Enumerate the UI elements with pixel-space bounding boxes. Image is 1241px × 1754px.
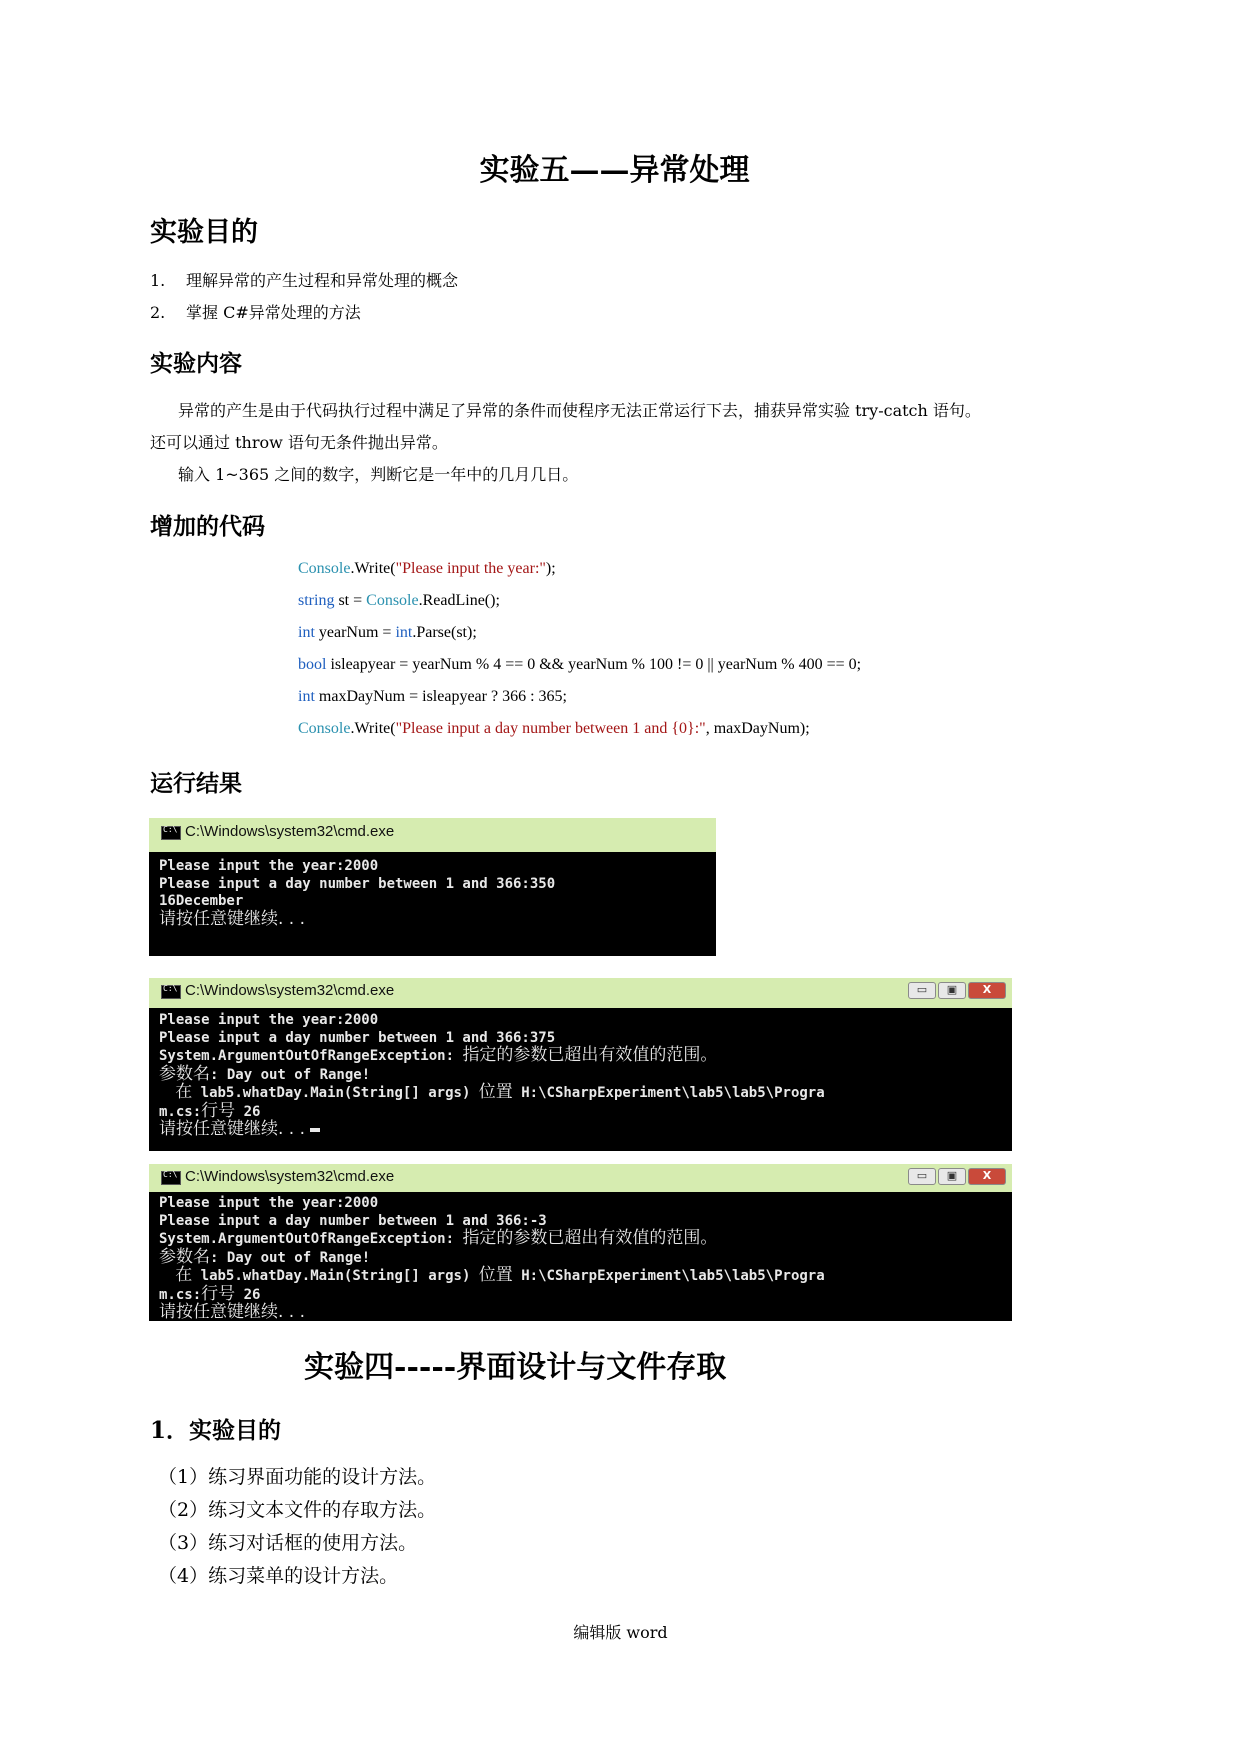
code-string: "Please input the year:" — [395, 560, 546, 577]
purpose-item-1-text: 理解异常的产生过程和异常处理的概念 — [186, 271, 459, 290]
lab4-item-4: （4）练习菜单的设计方法。 — [158, 1565, 399, 1587]
console-title: C:\Windows\system32\cmd.exe — [185, 823, 395, 840]
footer-text: 编辑版 word — [573, 1623, 668, 1642]
console-line: 请按任意键继续. . . — [159, 1302, 306, 1321]
code-token: isleapyear = yearNum % 4 == 0 && yearNum % 100 != 0 || yearNum % 400 == 0; — [326, 656, 862, 673]
console-text: 26 — [235, 1286, 261, 1303]
text-cursor — [310, 1128, 320, 1132]
console-text: lab5.whatDay.Main(String[] args) — [192, 1268, 479, 1284]
code-keyword: bool — [298, 656, 327, 673]
console-line — [159, 1084, 1008, 1103]
content-para2: 输入 1~365 之间的数字，判断它是一年中的几月几日。 — [178, 465, 579, 484]
console-text: 指定的参数已超出有效值的范围。 — [462, 1045, 718, 1065]
console-text: : Day out of Range! — [210, 1066, 371, 1083]
console-line — [159, 1063, 1008, 1085]
code-token: ); — [545, 560, 556, 577]
lab4-item-3: （3）练习对话框的使用方法。 — [158, 1532, 418, 1554]
console-text: m.cs: — [159, 1103, 202, 1120]
cmd-icon — [161, 985, 181, 999]
purpose-item-1 — [150, 268, 458, 291]
console-line: Please input the year:2000 — [159, 1012, 379, 1028]
code-token: Console — [298, 560, 351, 577]
purpose-item-2 — [150, 300, 361, 323]
console-text: 行号 — [201, 1100, 236, 1121]
console-title: C:\Windows\system32\cmd.exe — [185, 1168, 395, 1185]
page-title — [0, 145, 1241, 189]
console-text: H:\CSharpExperiment\lab5\lab5\Progra — [512, 1085, 825, 1101]
console-title: C:\Windows\system32\cmd.exe — [185, 982, 395, 999]
window-controls — [906, 1168, 1006, 1185]
maximize-button[interactable]: ▣ — [938, 982, 966, 999]
code-token: maxDayNum = isleapyear ? 366 : 365; — [314, 688, 567, 705]
console-text: 在 — [159, 1082, 193, 1102]
cmd-icon — [161, 1171, 181, 1185]
code-token: st = — [334, 592, 367, 609]
console-text: System.ArgumentOutOfRangeException: — [159, 1048, 463, 1064]
code-token: .ReadLine(); — [418, 592, 500, 609]
code-token: Console — [298, 720, 351, 737]
console-titlebar — [149, 978, 1012, 1008]
code-line-6 — [298, 720, 810, 738]
code-token: yearNum = — [314, 624, 396, 641]
console-line: Please input a day number between 1 and 366:-3 — [159, 1212, 547, 1229]
console-text: 参数名 — [159, 1246, 210, 1267]
console-text: : Day out of Range! — [210, 1249, 371, 1266]
code-keyword: int — [298, 624, 315, 641]
purpose-item-1-num: 1. — [150, 271, 166, 290]
console-text: 位置 — [478, 1082, 513, 1102]
console-window-3 — [149, 1164, 1012, 1321]
console-output — [159, 1195, 1008, 1321]
lab4-title: 实验四-----界面设计与文件存取 — [304, 1350, 727, 1385]
console-titlebar — [149, 818, 716, 852]
minimize-button[interactable]: ▭ — [908, 982, 936, 999]
code-token: .Parse(st); — [412, 624, 477, 641]
code-keyword: int — [395, 624, 413, 641]
purpose-item-2-text: 掌握 C#异常处理的方法 — [186, 303, 361, 322]
code-keyword: string — [298, 592, 335, 609]
page-title-text: 实验五——异常处理 — [479, 153, 750, 188]
console-line: 16December — [159, 893, 244, 909]
code-line-4 — [298, 656, 861, 674]
maximize-button[interactable]: ▣ — [938, 1168, 966, 1185]
console-text: 请按任意键继续. . . — [159, 1119, 311, 1139]
console-line — [159, 1047, 1008, 1066]
console-output — [159, 1012, 1008, 1140]
code-token: .Write( — [350, 560, 396, 577]
code-line-2 — [298, 592, 500, 610]
cmd-icon — [161, 826, 181, 840]
console-text: 位置 — [478, 1265, 513, 1285]
console-text: 26 — [235, 1103, 261, 1120]
console-titlebar — [149, 1164, 1012, 1192]
lab4-item-2: （2）练习文本文件的存取方法。 — [158, 1499, 437, 1521]
console-window-2 — [149, 978, 1012, 1151]
purpose-heading: 实验目的 — [150, 217, 258, 248]
close-button[interactable]: X — [968, 982, 1006, 999]
console-text: System.ArgumentOutOfRangeException: — [159, 1231, 463, 1247]
code-token: , maxDayNum); — [705, 720, 810, 737]
console-text: 在 — [159, 1265, 193, 1285]
window-controls — [906, 982, 1006, 999]
console-output — [159, 858, 712, 928]
console-text: lab5.whatDay.Main(String[] args) — [192, 1085, 479, 1101]
console-line — [159, 1230, 1008, 1249]
console-line — [159, 1267, 1008, 1286]
code-string: "Please input a day number between 1 and {0}:" — [395, 720, 706, 737]
console-line: Please input a day number between 1 and 366:375 — [159, 1029, 556, 1046]
console-line: Please input the year:2000 — [159, 858, 379, 874]
code-line-3 — [298, 624, 477, 642]
code-token: Console — [366, 592, 419, 609]
console-line: 请按任意键继续. . . — [159, 908, 306, 929]
page-footer — [0, 1620, 1241, 1643]
content-para1-line1: 异常的产生是由于代码执行过程中满足了异常的条件而使程序无法正常运行下去，捕获异常实验 try-catch 语句。 — [178, 401, 981, 420]
console-line: Please input the year:2000 — [159, 1195, 379, 1211]
code-token: .Write( — [350, 720, 396, 737]
code-line-5 — [298, 688, 567, 706]
minimize-button[interactable]: ▭ — [908, 1168, 936, 1185]
purpose-item-2-num: 2. — [150, 303, 166, 322]
code-keyword: int — [298, 688, 315, 705]
console-line — [159, 1246, 1008, 1268]
lab4-heading: 1．实验目的 — [150, 1417, 282, 1444]
results-heading: 运行结果 — [150, 770, 242, 797]
content-heading: 实验内容 — [150, 350, 242, 377]
content-para1-line2: 还可以通过 throw 语句无条件抛出异常。 — [150, 433, 448, 452]
console-text: 参数名 — [159, 1063, 210, 1084]
close-button[interactable]: X — [968, 1168, 1006, 1185]
console-window-1 — [149, 818, 716, 956]
lab4-item-1: （1）练习界面功能的设计方法。 — [158, 1466, 437, 1488]
console-line — [159, 1121, 1008, 1140]
code-heading: 增加的代码 — [150, 513, 265, 540]
console-text: 行号 — [201, 1283, 236, 1304]
console-line: Please input a day number between 1 and 366:350 — [159, 875, 556, 892]
code-line-1 — [298, 560, 556, 578]
console-text: H:\CSharpExperiment\lab5\lab5\Progra — [512, 1268, 825, 1284]
console-text: 指定的参数已超出有效值的范围。 — [462, 1228, 718, 1248]
console-text: m.cs: — [159, 1286, 202, 1303]
